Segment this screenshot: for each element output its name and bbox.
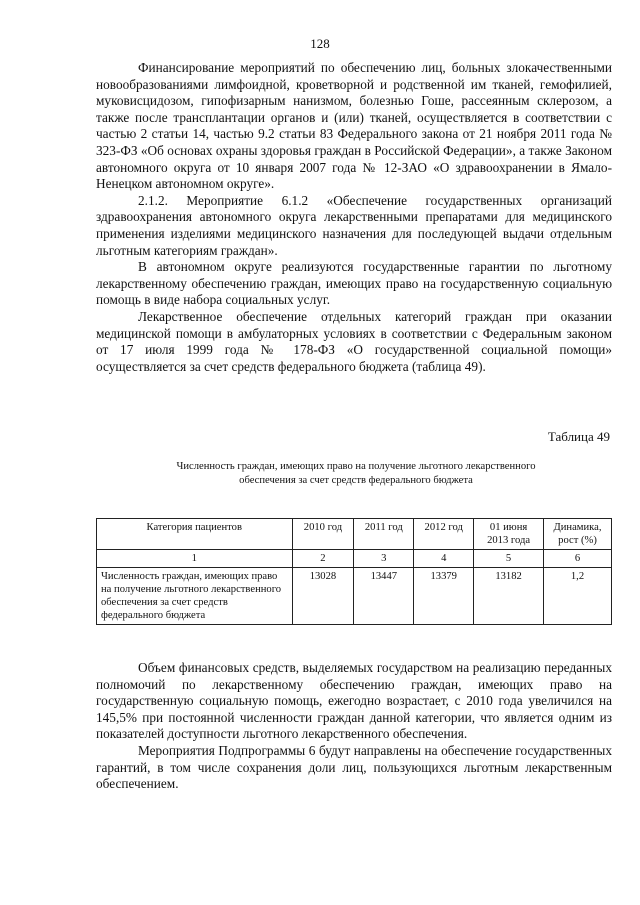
paragraph: В автономном округе реализуются государственные гарантии по льготному лекарственному обеспечению граждан, имеющих право на государственную социальную помощь в виде набора социальных услуг.	[96, 259, 612, 308]
header-category: Категория пациентов	[97, 519, 293, 550]
row-category: Численность граждан, имеющих право на получение льготного лекарственного обеспечения за счет средств федерального бюджета	[97, 568, 293, 625]
paragraph: Объем финансовых средств, выделяемых государством на реализацию переданных полномочий по лекарственному обеспечению граждан, имеющих право на государственную социальную помощь, ежегодно возрастает, с 2010 года увеличился на 145,5% при постоянной численности граждан данной категории, что является одним из показателей доступности льготного лекарственного обеспечения.	[96, 660, 612, 742]
table-label: Таблица 49	[547, 429, 610, 444]
table-title: Численность граждан, имеющих право на получение льготного лекарственного обеспечения за счет средств федерального бюджета	[176, 461, 536, 486]
page-number: 128	[310, 36, 330, 51]
column-number: 1	[97, 550, 293, 568]
paragraph: Финансирование мероприятий по обеспечению лиц, больных злокачественными новообразованиями лимфоидной, кроветворной и родственной им тканей, гемофилией, муковисцидозом, гипофизарным нанизмом, болезнью Гоше, рассеянным склерозом, а также после трансплантации органов и (или) тканей, осуществляется в соответствии с частью 2 статьи 14, частью 9.2 статьи 83 Федерального закона от 21 ноября 2011 года № 323-ФЗ «Об основах охраны здоровья граждан в Российской Федерации», а также Законом автономного округа от 10 января 2007 года № 12-ЗАО «О здравоохранении в Ямало-Ненецком автономном округе».	[96, 60, 612, 192]
header-2010: 2010 год	[292, 519, 354, 550]
header-2011: 2011 год	[354, 519, 414, 550]
column-number: 3	[354, 550, 414, 568]
column-number: 5	[474, 550, 544, 568]
table-header-row	[97, 519, 612, 550]
body-text-bottom	[96, 660, 612, 793]
value-2011: 13447	[354, 568, 414, 625]
value-2013: 13182	[474, 568, 544, 625]
body-text-top	[96, 60, 612, 375]
paragraph: Мероприятия Подпрограммы 6 будут направлены на обеспечение государственных гарантий, в том числе сохранения доли лиц, пользующихся льготным лекарственным обеспечением.	[96, 742, 612, 792]
value-2010: 13028	[292, 568, 354, 625]
header-2012: 2012 год	[414, 519, 474, 550]
column-number: 2	[292, 550, 354, 568]
table-row	[97, 568, 612, 625]
column-number: 6	[544, 550, 612, 568]
value-2012: 13379	[414, 568, 474, 625]
data-table	[96, 518, 612, 625]
value-dynamics: 1,2	[544, 568, 612, 625]
header-dynamics: Динамика, рост (%)	[544, 519, 612, 550]
paragraph: 2.1.2. Мероприятие 6.1.2 «Обеспечение государственных организаций здравоохранения автономного округа лекарственными препаратами для медицинского применения изделиями медицинского назначения для последующей выдачи отдельным льготным категориям граждан».	[96, 192, 612, 258]
header-2013: 01 июня 2013 года	[474, 519, 544, 550]
table-column-numbers-row	[97, 550, 612, 568]
paragraph: Лекарственное обеспечение отдельных категорий граждан при оказании медицинской помощи в амбулаторных условиях в соответствии с Федеральным законом от 17 июля 1999 года № 178-ФЗ «О государственной социальной помощи» осуществляется за счет средств федерального бюджета (таблица 49).	[96, 308, 612, 374]
column-number: 4	[414, 550, 474, 568]
